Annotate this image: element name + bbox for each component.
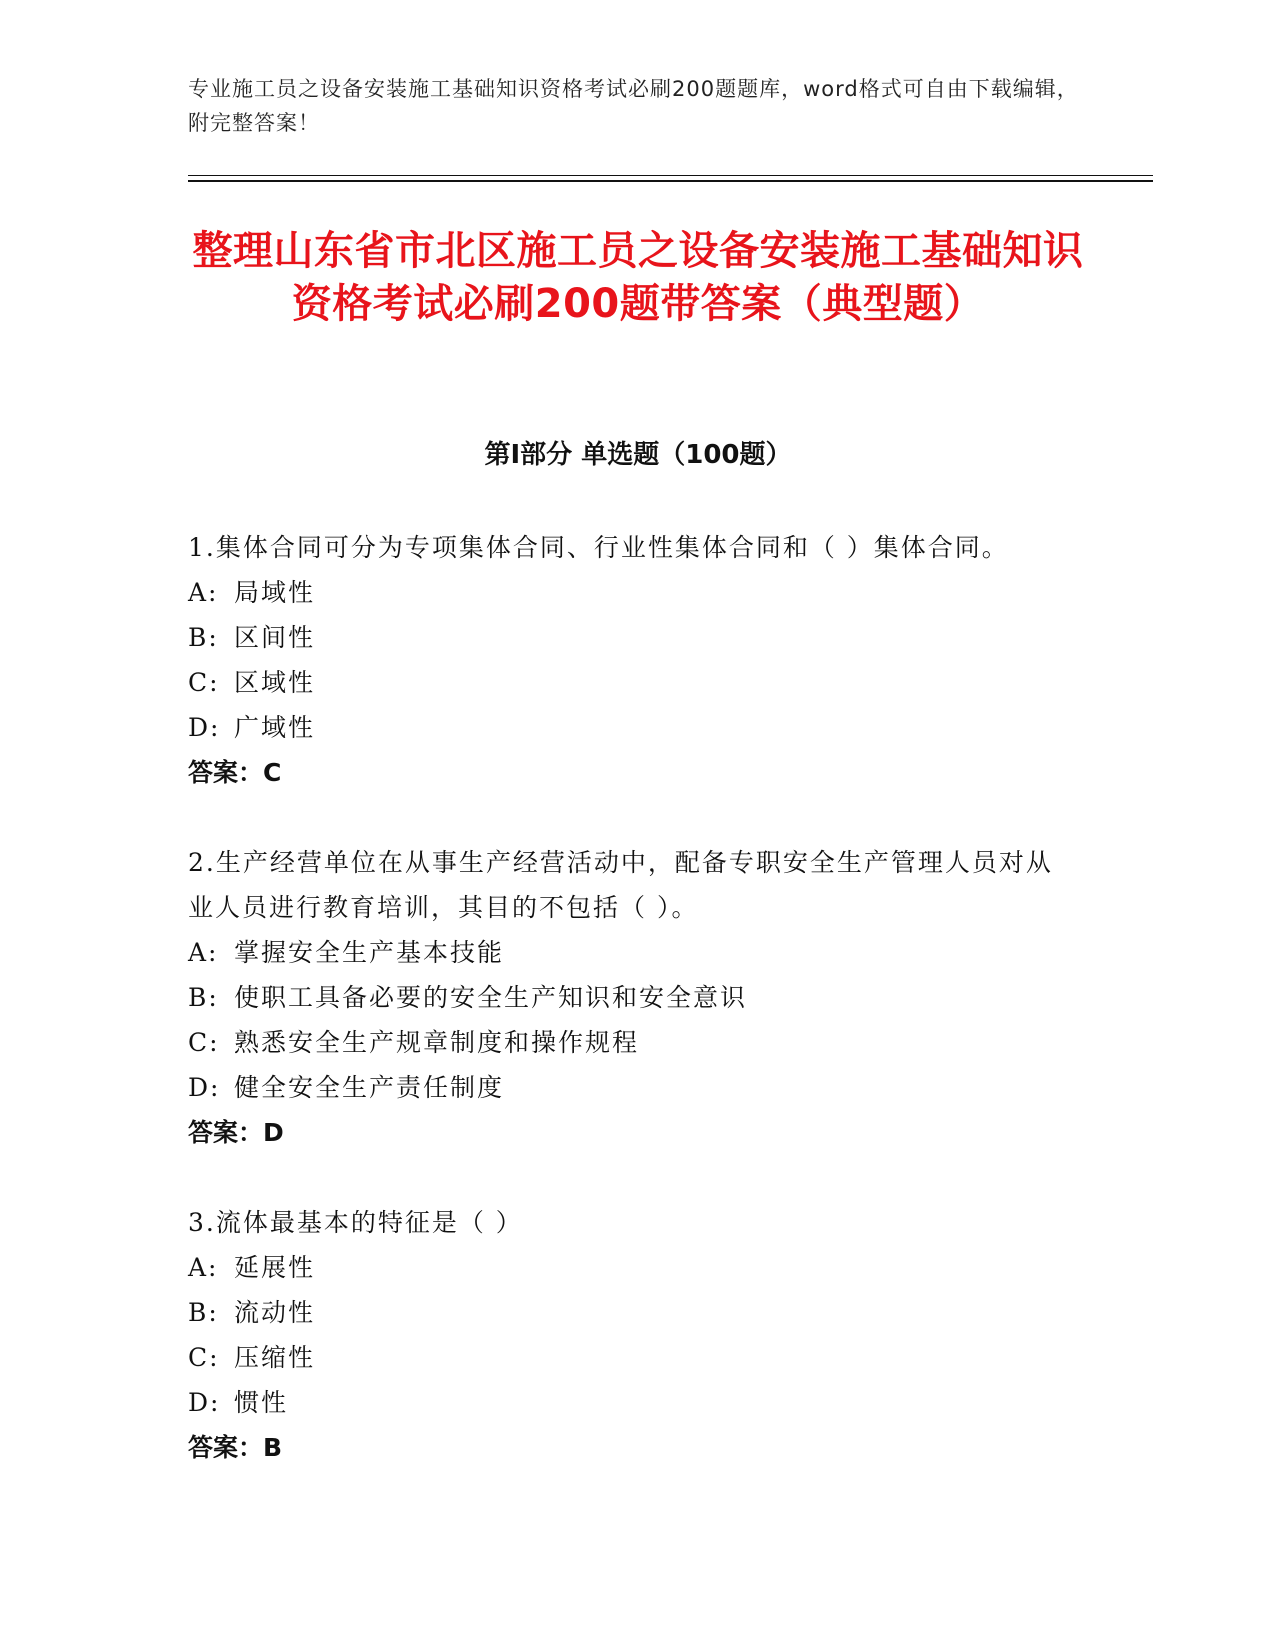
- option-b: [188, 1290, 1068, 1335]
- option-text: 惯性: [234, 1388, 289, 1417]
- question-stem: 3.流体最基本的特征是（ ）: [188, 1208, 523, 1237]
- question-list: [188, 525, 1068, 1515]
- option-key: C:: [188, 1343, 220, 1372]
- option-text: 区间性: [234, 623, 316, 652]
- option-b: [188, 975, 1068, 1020]
- option-c: [188, 1020, 1068, 1065]
- option-key: D:: [188, 1073, 221, 1102]
- question-stem: 1.集体合同可分为专项集体合同、行业性集体合同和（ ）集体合同。: [188, 533, 1009, 562]
- option-text: 广域性: [234, 713, 316, 742]
- option-key: B:: [188, 623, 219, 652]
- option-key: C:: [188, 668, 220, 697]
- option-a: [188, 930, 1068, 975]
- answer-line: 答案：B: [188, 1433, 283, 1462]
- question-item: [188, 840, 1068, 1155]
- option-text: 区域性: [234, 668, 316, 697]
- header-note: 专业施工员之设备安装施工基础知识资格考试必刷200题题库，word格式可自由下载编辑，附完整答案！: [188, 77, 1079, 135]
- option-text: 掌握安全生产基本技能: [234, 938, 505, 967]
- option-d: [188, 705, 1068, 750]
- option-d: [188, 1065, 1068, 1110]
- section-heading: 第Ⅰ部分 单选题（100题）: [484, 440, 792, 470]
- question-item: [188, 1200, 1068, 1470]
- option-text: 健全安全生产责任制度: [234, 1073, 505, 1102]
- option-d: [188, 1380, 1068, 1425]
- option-text: 压缩性: [234, 1343, 316, 1372]
- option-a: [188, 1245, 1068, 1290]
- option-key: A:: [188, 938, 219, 967]
- option-key: A:: [188, 578, 219, 607]
- option-key: D:: [188, 713, 221, 742]
- document-title: 整理山东省市北区施工员之设备安装施工基础知识资格考试必刷200题带答案（典型题）: [192, 228, 1084, 327]
- option-text: 局域性: [234, 578, 316, 607]
- option-key: C:: [188, 1028, 220, 1057]
- header-divider-thin: [188, 175, 1153, 176]
- answer-line: 答案：C: [188, 758, 282, 787]
- option-text: 熟悉安全生产规章制度和操作规程: [234, 1028, 640, 1057]
- option-a: [188, 570, 1068, 615]
- option-c: [188, 660, 1068, 705]
- question-item: [188, 525, 1068, 795]
- question-stem: 2.生产经营单位在从事生产经营活动中，配备专职安全生产管理人员对从业人员进行教育培训，其目的不包括（ ）。: [188, 848, 1053, 922]
- option-text: 延展性: [234, 1253, 316, 1282]
- header-divider-thick: [188, 180, 1153, 182]
- answer-line: 答案：D: [188, 1118, 284, 1147]
- option-text: 流动性: [234, 1298, 316, 1327]
- option-c: [188, 1335, 1068, 1380]
- option-b: [188, 615, 1068, 660]
- option-key: D:: [188, 1388, 221, 1417]
- option-text: 使职工具备必要的安全生产知识和安全意识: [234, 983, 748, 1012]
- option-key: A:: [188, 1253, 219, 1282]
- option-key: B:: [188, 983, 219, 1012]
- option-key: B:: [188, 1298, 219, 1327]
